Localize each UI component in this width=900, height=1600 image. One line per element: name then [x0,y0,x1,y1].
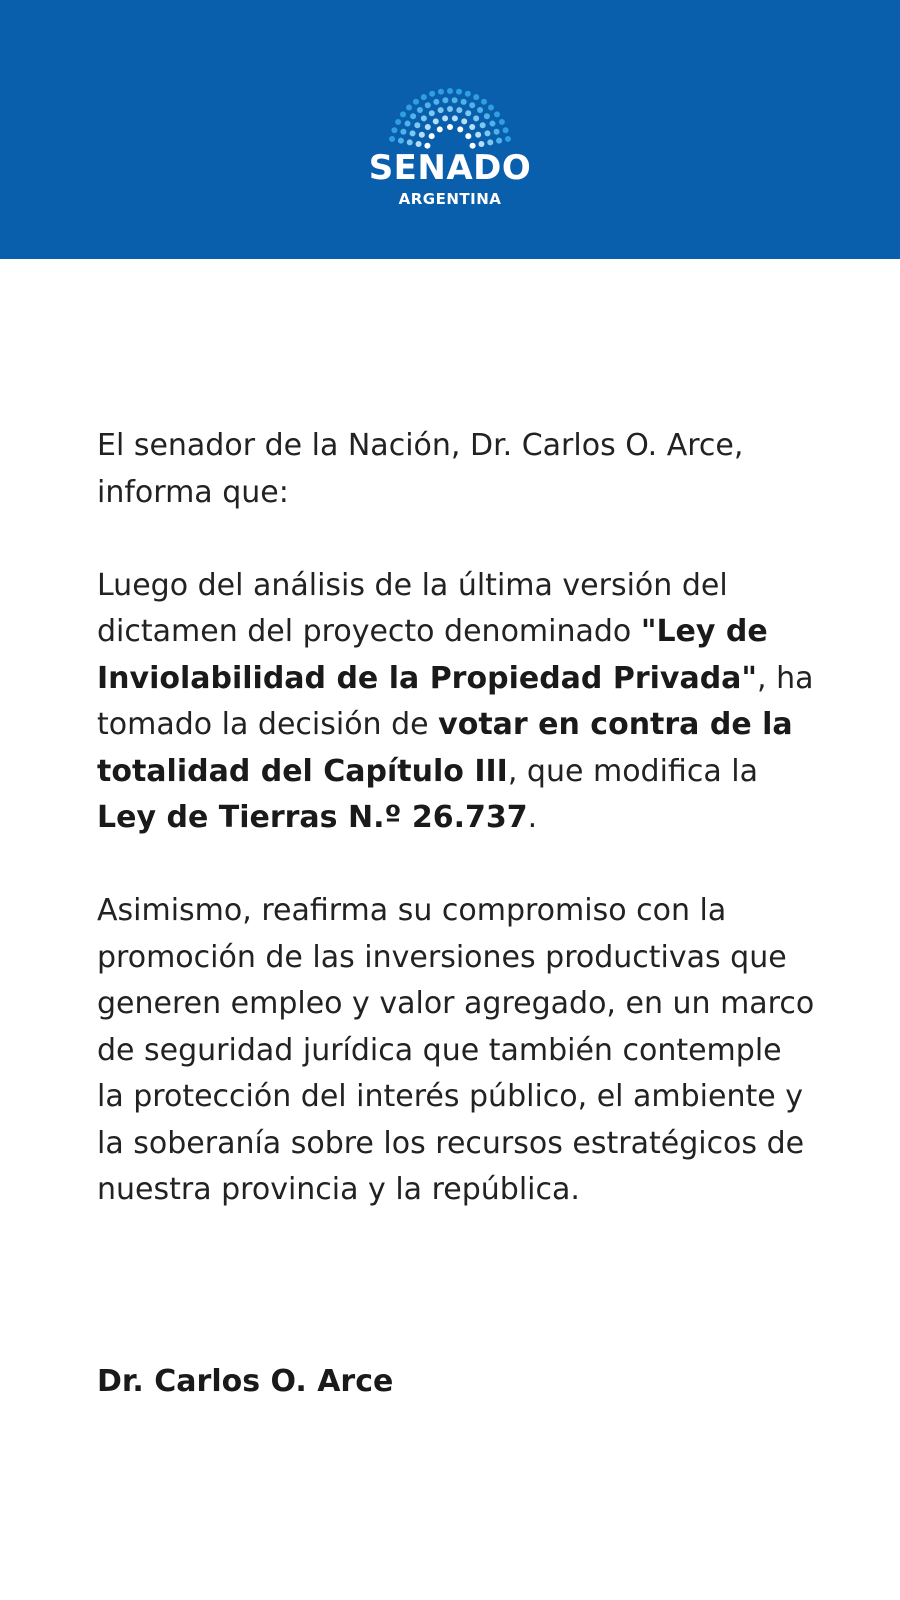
seat-dot [433,99,439,105]
seat-dot [456,89,462,95]
seat-dot [410,113,416,119]
seat-dot [457,126,463,132]
hemicycle-seats-icon [385,86,515,156]
seat-dot [461,99,467,105]
seat-dot [400,111,406,117]
seat-dot [465,110,471,116]
law-name: "Ley de Inviolabilidad de la Propiedad Privada" [97,614,768,696]
seat-dot [499,119,505,125]
seat-dot [429,91,435,97]
seat-dot [447,124,453,130]
seat-dot [437,126,443,132]
seat-dot [442,115,448,121]
seat-dot [438,107,444,113]
seat-dot [465,133,471,139]
seat-dot [400,129,406,135]
seat-dot [429,110,435,116]
seat-dot [489,121,495,127]
seat-dot [487,139,493,145]
seat-dot [503,127,509,133]
seat-dot [425,102,431,108]
seat-dot [419,132,425,138]
header-banner [0,0,900,259]
seat-dot [398,138,404,144]
seat-dot [480,122,486,128]
vote-decision: votar en contra de la totalidad del Capítulo III [97,707,793,789]
seat-dot [395,119,401,125]
seat-dot [473,94,479,100]
seat-dot [438,89,444,95]
seat-dot [414,122,420,128]
seat-dot [405,121,411,127]
seat-dot [407,139,413,145]
seat-dot [406,105,412,111]
decision-text-2: , ha tomado la decisión de [97,660,814,742]
seat-dot [469,124,475,130]
seat-dot [442,97,448,103]
decision-text-1: Luego del análisis de la última versión del dictamen del proyecto denominado [97,567,728,649]
seat-dot [481,99,487,105]
seat-dot [477,107,483,113]
seat-dot [484,113,490,119]
seat-dot [494,111,500,117]
seat-dot [447,106,453,112]
seat-dot [478,141,484,147]
seat-dot [469,102,475,108]
seat-dot [417,107,423,113]
decision-text-4: . [527,800,538,835]
decision-paragraph [97,563,817,842]
land-law: Ley de Tierras N.º 26.737 [97,800,528,835]
seat-dot [433,118,439,124]
senado-logo [0,0,900,259]
seat-dot [465,91,471,97]
seat-dot [416,141,422,147]
seat-dot [475,132,481,138]
seat-dot [456,107,462,113]
seat-dot [429,133,435,139]
seat-dot [494,129,500,135]
seat-dot [421,115,427,121]
seat-dot [452,115,458,121]
logo-subtitle: ARGENTINA [398,190,502,208]
signature: Dr. Carlos O. Arce [97,1364,394,1399]
seat-dot [505,136,511,142]
seat-dot [425,124,431,130]
commitment-paragraph: Asimismo, reafirma su compromiso con la promoción de las inversiones productivas que generen empleo y valor agregado, en un marco de seguridad jurídica que también contemple la protección del interés público, el ambiente y la soberanía sobre los recursos estratégicos de nuestra provincia y la república. [97,893,815,1207]
seat-dot [413,99,419,105]
seat-dot [488,105,494,111]
seat-dot [421,94,427,100]
seat-dot [473,115,479,121]
seat-dot [389,136,395,142]
seat-dot [452,97,458,103]
seat-dot [496,138,502,144]
seat-dot [461,118,467,124]
statement-body [97,423,817,1214]
seat-dot [391,127,397,133]
seat-dot [484,130,490,136]
seat-dot [447,88,453,94]
logo-title: SENADO [368,148,532,188]
seat-dot [410,130,416,136]
intro-paragraph: El senador de la Nación, Dr. Carlos O. Arce, informa que: [97,428,744,510]
decision-text-3: , que modifica la [507,753,758,789]
